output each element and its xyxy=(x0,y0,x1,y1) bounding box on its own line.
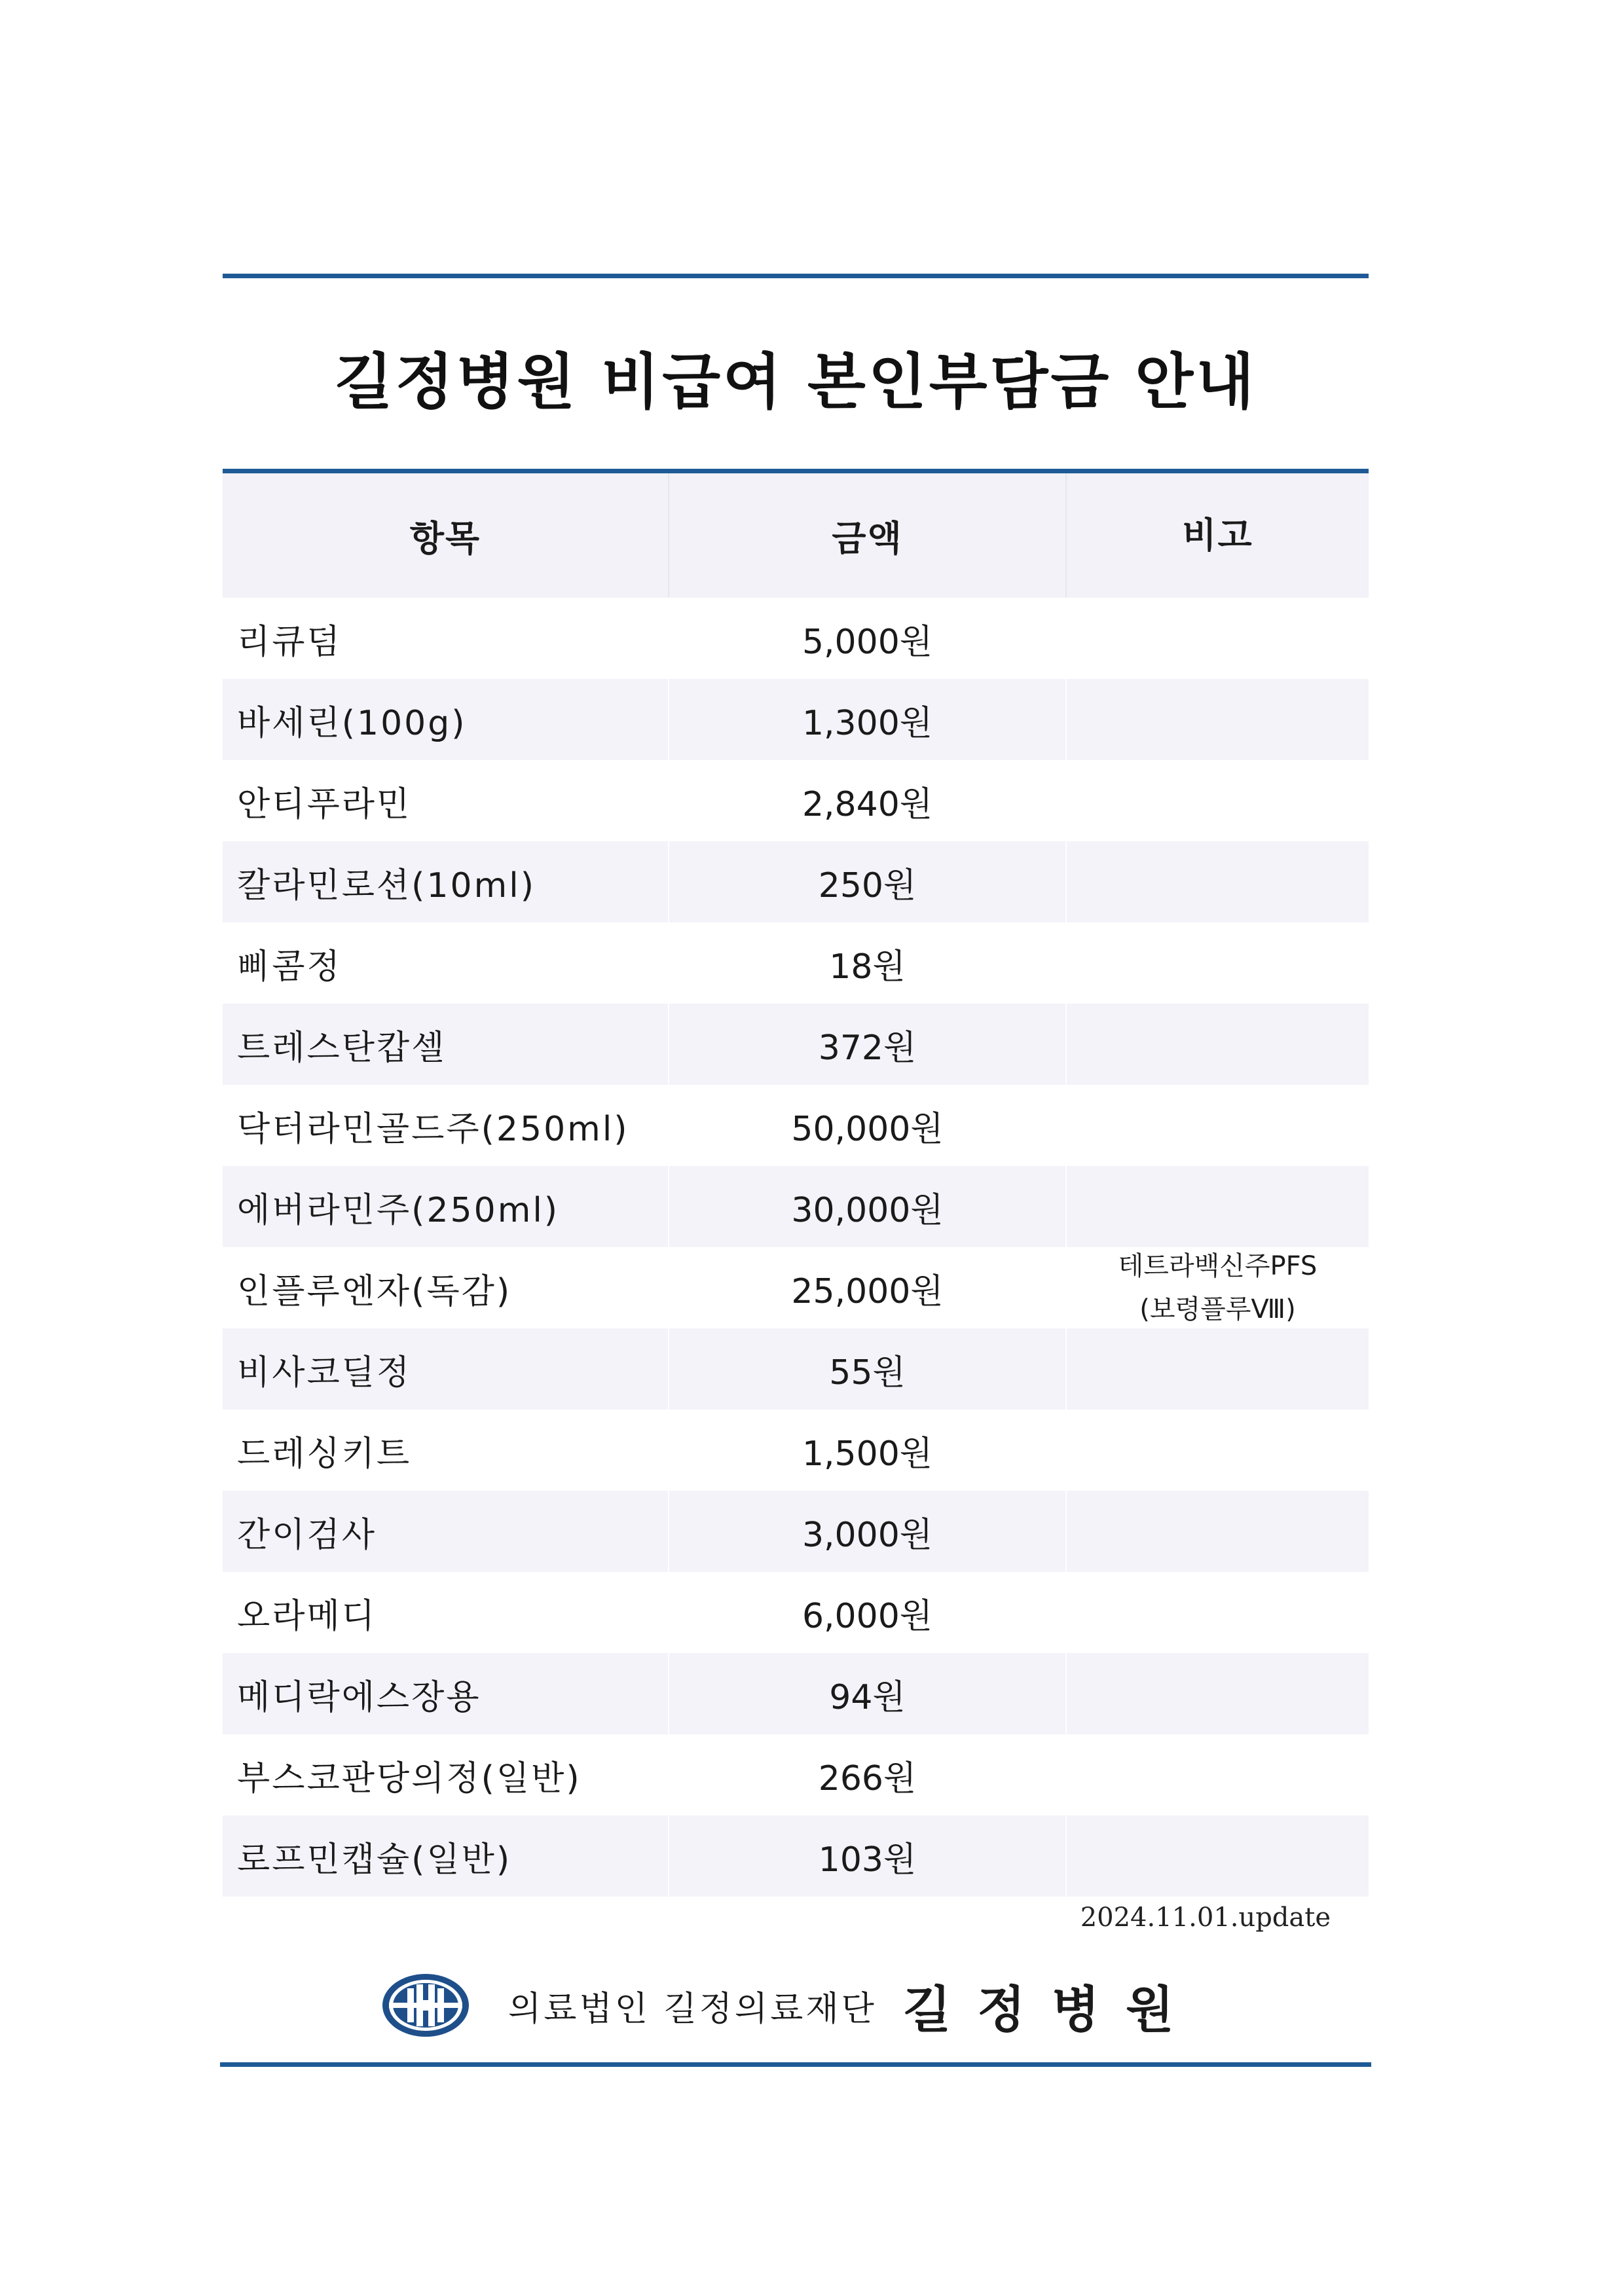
row-amount: 25,000원 xyxy=(668,1247,1065,1328)
table-row xyxy=(223,1004,1369,1085)
row-note xyxy=(1065,1734,1369,1815)
row-note xyxy=(1065,598,1369,679)
row-item: 오라메디 xyxy=(237,1596,377,1636)
row-amount: 372원 xyxy=(668,1004,1065,1085)
table-row xyxy=(223,1491,1369,1572)
row-note xyxy=(1065,1491,1369,1572)
header-rule xyxy=(223,469,1369,473)
row-amount: 94원 xyxy=(668,1653,1065,1734)
table-row xyxy=(223,841,1369,922)
row-amount: 30,000원 xyxy=(668,1166,1065,1247)
table-row xyxy=(223,679,1369,760)
page-title: 길정병원 비급여 본인부담금 안내 xyxy=(334,347,1257,417)
table-row xyxy=(223,1653,1369,1734)
row-item: 닥터라민골드주(250ml) xyxy=(237,1109,629,1149)
row-note xyxy=(1065,1410,1369,1491)
table-row xyxy=(223,922,1369,1004)
top-rule xyxy=(223,274,1369,278)
row-item: 인플루엔자(독감) xyxy=(237,1271,512,1311)
row-amount: 103원 xyxy=(668,1815,1065,1897)
row-item: 바세린(100g) xyxy=(237,703,467,743)
table-row xyxy=(223,1328,1369,1410)
table-row xyxy=(223,1166,1369,1247)
row-amount: 3,000원 xyxy=(668,1491,1065,1572)
row-note xyxy=(1065,1572,1369,1653)
row-note-line2: (보령플루Ⅷ) xyxy=(1139,1294,1296,1324)
row-item: 트레스탄캅셀 xyxy=(237,1028,447,1068)
hospital-logo-icon xyxy=(380,1971,471,2039)
foundation-name: 의료법인 길정의료재단 xyxy=(508,1989,877,2029)
row-item: 삐콤정 xyxy=(237,947,342,987)
hospital-name: 길정병원 xyxy=(902,1980,1200,2039)
row-amount: 1,500원 xyxy=(668,1410,1065,1491)
row-note xyxy=(1065,1653,1369,1734)
header-item: 항목 xyxy=(409,517,481,559)
row-item: 비사코딜정 xyxy=(237,1353,412,1393)
row-note-line1: 테트라백신주PFS xyxy=(1118,1251,1318,1281)
row-item: 안티푸라민 xyxy=(237,784,412,824)
table-row xyxy=(223,1815,1369,1897)
row-item: 부스코판당의정(일반) xyxy=(237,1758,581,1798)
row-item: 리큐덤 xyxy=(237,622,342,662)
row-item: 로프민캡슐(일반) xyxy=(237,1840,512,1880)
row-note xyxy=(1065,1166,1369,1247)
row-item: 칼라민로션(10ml) xyxy=(237,866,536,905)
update-date: 2024.11.01.update xyxy=(1080,1903,1331,1933)
fee-table xyxy=(223,473,1369,1897)
row-amount: 50,000원 xyxy=(668,1085,1065,1166)
row-note xyxy=(1065,1004,1369,1085)
row-item: 간이검사 xyxy=(237,1515,377,1555)
row-amount: 250원 xyxy=(668,841,1065,922)
row-amount: 266원 xyxy=(668,1734,1065,1815)
table-header-row xyxy=(223,473,1369,598)
row-note xyxy=(1065,922,1369,1004)
header-amount: 금액 xyxy=(668,473,1065,598)
table-row xyxy=(223,760,1369,841)
row-note xyxy=(1065,841,1369,922)
row-amount: 2,840원 xyxy=(668,760,1065,841)
footer xyxy=(380,1969,1200,2041)
row-amount: 5,000원 xyxy=(668,598,1065,679)
header-note: 비고 xyxy=(1065,473,1369,598)
row-note xyxy=(1065,760,1369,841)
table-row xyxy=(223,1410,1369,1491)
row-note xyxy=(1065,1328,1369,1410)
row-item: 메디락에스장용 xyxy=(237,1677,481,1717)
row-amount: 18원 xyxy=(668,922,1065,1004)
bottom-rule xyxy=(220,2062,1371,2067)
row-item: 에버라민주(250ml) xyxy=(237,1190,560,1230)
table-row xyxy=(223,1734,1369,1815)
row-note xyxy=(1065,1247,1369,1328)
row-item: 드레싱키트 xyxy=(237,1434,412,1474)
row-note xyxy=(1065,1085,1369,1166)
row-amount: 1,300원 xyxy=(668,679,1065,760)
table-row xyxy=(223,1085,1369,1166)
row-note xyxy=(1065,1815,1369,1897)
table-row xyxy=(223,1572,1369,1653)
row-amount: 55원 xyxy=(668,1328,1065,1410)
table-row xyxy=(223,1247,1369,1328)
table-row xyxy=(223,598,1369,679)
row-amount: 6,000원 xyxy=(668,1572,1065,1653)
row-note xyxy=(1065,679,1369,760)
